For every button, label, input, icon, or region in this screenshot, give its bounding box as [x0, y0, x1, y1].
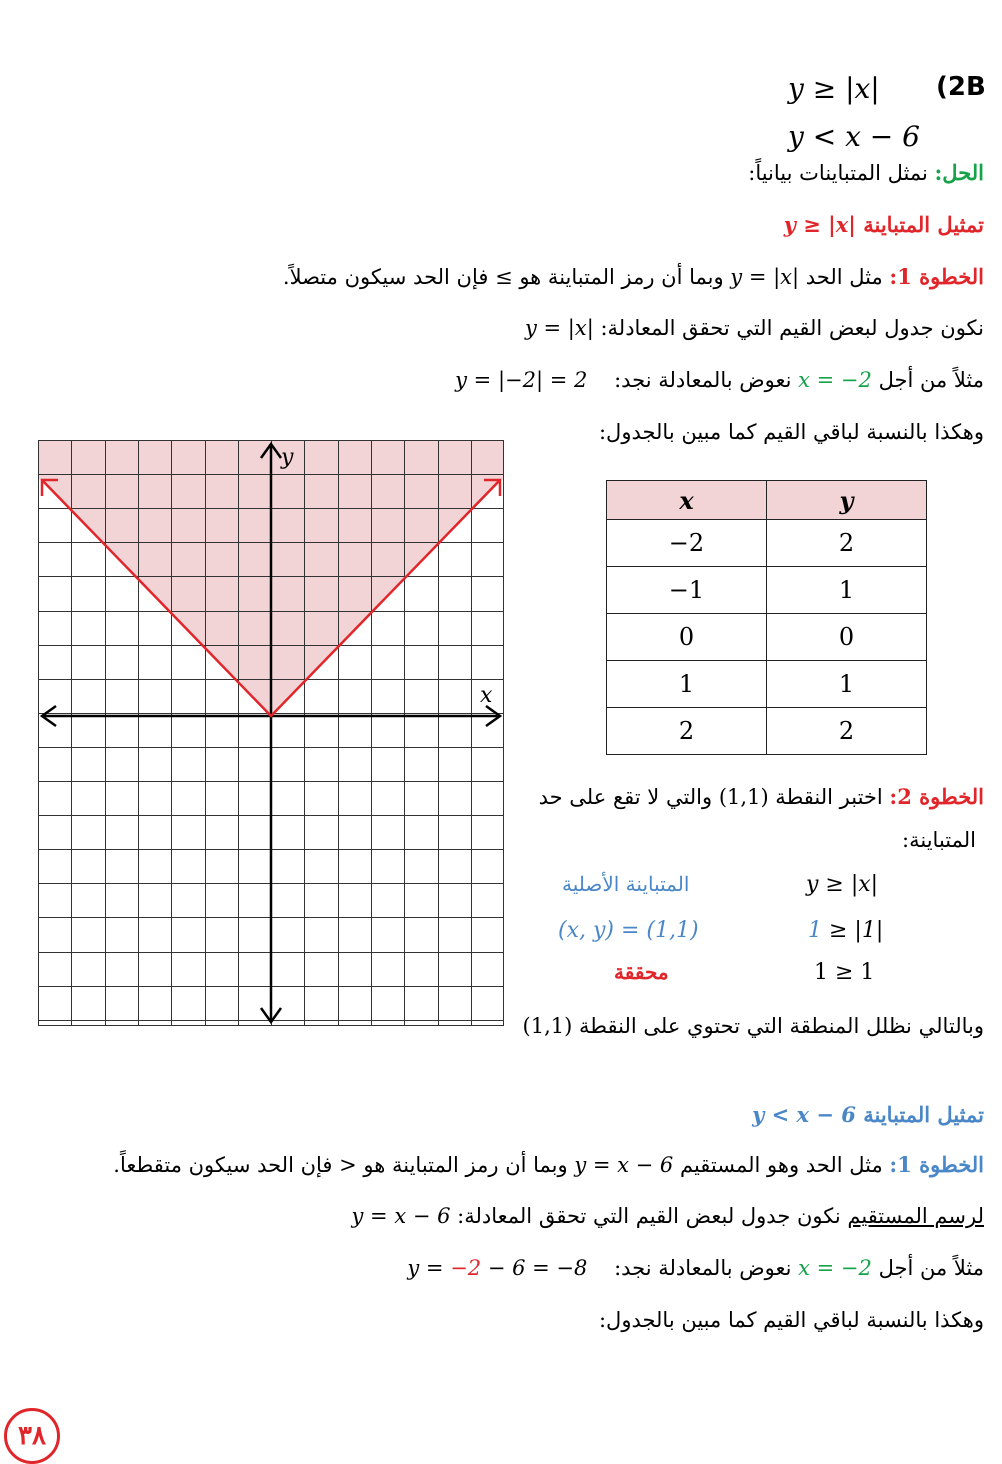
table-cell: 2 [767, 708, 927, 755]
part2-title [752, 1102, 984, 1127]
check3-label: محققة [614, 960, 669, 984]
part1-example-a: مثلاً من أجل [871, 368, 984, 392]
inequality-2: y < x − 6 [788, 120, 920, 153]
part1-table-intro [525, 316, 984, 340]
solution-line [748, 160, 984, 185]
solution-text: نمثل المتباينات بيانياً: [748, 161, 935, 185]
check1-label: المتباينة الأصلية [562, 872, 690, 896]
part2-example-b: نعوض بالمعادلة نجد: [607, 1256, 799, 1280]
part1-step2-cont: المتباينة: [902, 828, 976, 852]
table-cell: 0 [607, 614, 767, 661]
x-axis-label: x [480, 683, 493, 708]
part2-table-intro-underlined: لرسم المستقيم [847, 1204, 984, 1228]
part2-result-b: −2 [450, 1256, 482, 1280]
part1-step1-math: y = |x| [730, 265, 800, 289]
part2-step1-label: الخطوة 1: [889, 1152, 984, 1177]
table-header-y: y [767, 481, 927, 520]
part2-title-text: تمثيل المتباينة [855, 1102, 984, 1127]
part1-title [784, 212, 984, 237]
table-cell: −2 [607, 520, 767, 567]
part2-example-result [407, 1256, 587, 1280]
values-table [606, 480, 927, 755]
inequality-graph [38, 440, 504, 1026]
problem-label: (2B [936, 72, 986, 102]
table-header-row [607, 481, 927, 520]
part2-result-c: − 6 = −8 [481, 1256, 588, 1280]
part2-step1 [113, 1152, 984, 1177]
table-row [607, 661, 927, 708]
check1-math: y ≥ |x| [806, 872, 879, 897]
check2-value: 1 [808, 918, 822, 943]
part1-conclusion: وبالتالي نظلل المنطقة التي تحتوي على النقطة (1,1) [522, 1014, 984, 1038]
part1-step2-text: اختبر النقطة (1,1) والتي لا تقع على حد [538, 785, 890, 809]
part1-step2 [539, 784, 984, 809]
table-row [607, 708, 927, 755]
part1-title-math: y ≥ |x| [783, 212, 856, 237]
part2-example-x: x = −2 [798, 1256, 872, 1280]
solution-heading: الحل: [934, 160, 984, 185]
table-cell: 1 [767, 661, 927, 708]
part1-example-x: x = −2 [798, 368, 872, 392]
part2-example-a: مثلاً من أجل [871, 1256, 984, 1280]
part2-table-note: وهكذا بالنسبة لباقي القيم كما مبين بالجدول: [598, 1308, 984, 1332]
part2-result-a: y = [407, 1256, 451, 1280]
table-row [607, 520, 927, 567]
part2-title-math: y < x − 6 [752, 1102, 856, 1127]
inequality-1: y ≥ |x| [788, 72, 880, 105]
table-cell: 1 [607, 661, 767, 708]
table-cell: 1 [767, 567, 927, 614]
part2-table-intro-math: y = x − 6 [351, 1204, 451, 1228]
table-cell: 2 [607, 708, 767, 755]
y-axis-label: y [281, 445, 294, 470]
part1-table-note: وهكذا بالنسبة لباقي القيم كما مبين بالجدول: [598, 420, 984, 444]
check2-rest: ≥ |1| [822, 918, 884, 943]
table-cell: −1 [607, 567, 767, 614]
table-row [607, 567, 927, 614]
part1-step1-text-b: وبما أن رمز المتباينة هو ≥ فإن الحد سيكون متصلاً. [282, 265, 731, 289]
part2-step1-text-b: وبما أن رمز المتباينة هو < فإن الحد سيكون متقطعاً. [113, 1153, 575, 1177]
part1-example [455, 368, 984, 392]
page-number: ٣٨ [4, 1408, 60, 1464]
part2-example [407, 1256, 984, 1280]
table-cell: 2 [767, 520, 927, 567]
check2-label: (x, y) = (1,1) [558, 918, 699, 943]
part1-step1-text-a: مثل الحد [799, 265, 890, 289]
table-cell: 0 [767, 614, 927, 661]
part2-step1-text-a: مثل الحد وهو المستقيم [673, 1153, 890, 1177]
part1-step1-label: الخطوة 1: [889, 264, 984, 289]
part1-table-intro-math: y = |x| [524, 316, 594, 340]
part1-step1 [283, 264, 984, 289]
part1-table-intro-text: نكون جدول لبعض القيم التي تحقق المعادلة: [593, 316, 984, 340]
part2-step1-math: y = x − 6 [574, 1153, 674, 1177]
part1-step2-label: الخطوة 2: [889, 784, 984, 809]
part2-table-intro-text: نكون جدول لبعض القيم التي تحقق المعادلة: [450, 1204, 848, 1228]
part1-example-result: y = |−2| = 2 [455, 368, 588, 392]
part1-example-b: نعوض بالمعادلة نجد: [607, 368, 799, 392]
check3-math: 1 ≥ 1 [814, 960, 875, 985]
check2-math [808, 918, 883, 943]
table-row [607, 614, 927, 661]
part1-title-text: تمثيل المتباينة [855, 212, 984, 237]
part2-table-intro [352, 1204, 984, 1228]
table-header-x: x [607, 481, 767, 520]
